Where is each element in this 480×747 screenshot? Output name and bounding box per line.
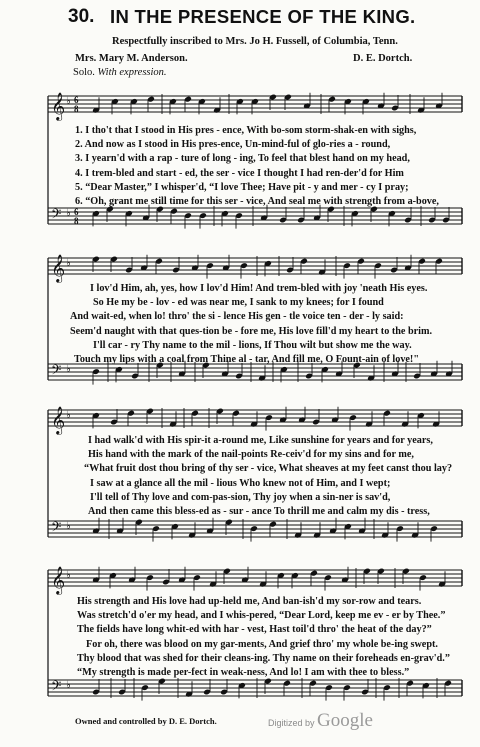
lyric-line: Was stretch'd o'er my head, and I whis-pered, “Dear Lord, keep me ev - er by Thee.” [77, 610, 446, 622]
hymn-number: 30. [68, 6, 95, 27]
bass-staff-1-flat-sign: ♭ [66, 208, 71, 219]
lyric-line: So He my be - lov - ed was near me, I sank to my knees; for I found [93, 297, 384, 309]
bass-staff-3-flat-sign: ♭ [66, 521, 71, 532]
lyric-line: For oh, there was blood on my gar-ments, And grief thro' my whole be-ing swept. [86, 638, 438, 650]
treble-staff-2-flat-sign: ♭ [66, 258, 71, 269]
treble-staff-3-treble-clef: 𝄞 [51, 406, 66, 434]
lyric-line: His hand with the mark of the nail-points Re-ceiv'd for my sins and for me, [88, 449, 414, 461]
lyric-line: I lov'd Him, ah, yes, how I lov'd Him! And trem-bled with joy 'neath His eyes. [90, 283, 428, 294]
dedication: Respectfully inscribed to Mrs. Jo H. Fussell, of Columbia, Tenn. [112, 36, 398, 47]
lyrics-system-3 [0, 434, 480, 519]
lyric-line: I saw at a glance all the mil - lious Who knew not of Him, and I wept; [90, 477, 391, 489]
treble-staff-1-time-top: 6 [74, 95, 79, 105]
google-logo: Google [317, 710, 373, 731]
treble-staff-3-flat-sign: ♭ [66, 410, 71, 421]
bass-staff-4-flat-sign: ♭ [66, 680, 71, 691]
bass-staff-1-bass-clef: 𝄢 [51, 206, 62, 225]
lyric-line: Touch my lips with a coal from Thine al - tar, And fill me, O Fount-ain of love!" [74, 354, 419, 366]
lyric-line: 3. I yearn'd with a rap - ture of long - ing, To feel that blest hand on my head, [75, 153, 410, 165]
expression-marking: With expression. [97, 67, 167, 78]
treble-staff-1-time-bottom: 8 [74, 104, 79, 114]
lyric-line: And wait-ed, when lo! thro' the si - lence His gen - tle voice ten - der - ly said: [70, 311, 404, 323]
lyric-line: “My strength is made per-fect in weak-ness, And lo! I am with thee to bless.” [77, 667, 410, 679]
lyric-line: His strength and His love had up-held me, And ban-ish'd my sor-row and tears. [77, 596, 422, 607]
treble-staff-1-flat-sign: ♭ [66, 96, 71, 107]
lyric-line: “What fruit dost thou bring of thy ser - vice, What sheaves at my feet canst thou lay? [84, 463, 453, 475]
lyric-line: 5. “Dear Master,” I whisper'd, “I love Thee; Have pit - y and mer - cy I pray; [75, 181, 409, 193]
lyrics-system-2 [0, 282, 480, 367]
copyright-footer: Owned and controlled by D. E. Dortch. [75, 716, 217, 726]
tempo-label: Solo. [73, 67, 95, 78]
treble-staff-4-flat-sign: ♭ [66, 570, 71, 581]
lyric-line: 2. And now as I stood in His pres-ence, Un-mind-ful of glo-ries a - round, [75, 139, 391, 151]
lyric-line: I'll car - ry Thy name to the mil - lions, If Thou wilt but show me the way. [93, 339, 412, 351]
lyricist-credit: Mrs. Mary M. Anderson. [75, 53, 188, 64]
bass-staff-2-flat-sign: ♭ [66, 364, 71, 375]
bass-staff-1-time-bottom: 8 [74, 216, 79, 226]
composer-credit: D. E. Dortch. [353, 53, 413, 64]
bass-staff-3-bass-clef: 𝄢 [51, 519, 62, 538]
treble-staff-4-treble-clef: 𝄞 [51, 566, 66, 594]
digitization-watermark [268, 710, 373, 732]
lyrics-system-1 [0, 124, 480, 209]
lyrics-system-4 [0, 595, 480, 680]
digitization-prefix: Digitized by [268, 718, 315, 728]
bass-staff-4-bass-clef: 𝄢 [51, 678, 62, 697]
bass-staff-2-bass-clef: 𝄢 [51, 362, 62, 381]
lyric-line: I'll tell of Thy love and com-pas-sion, Thy joy when a sin-ner is sav'd, [90, 491, 391, 503]
bass-staff-1-time-top: 6 [74, 207, 79, 217]
lyric-line: 1. I tho't that I stood in His pres - ence, With bo-som storm-shak-en with sighs, [75, 125, 417, 136]
treble-staff-1-treble-clef: 𝄞 [51, 92, 66, 120]
lyric-line: 6. “Oh, grant me still time for this ser - vice, And seal me with strength from a-bove, [75, 196, 439, 208]
lyric-line: And then came this bless-ed as - sur - ance To thrill me and calm my dis - tress, [88, 506, 430, 518]
hymn-title: IN THE PRESENCE OF THE KING. [110, 6, 416, 27]
lyric-line: I had walk'd with His spir-it a-round me, Like sunshine for years and for years, [88, 435, 433, 446]
lyric-line: Seem'd naught with that ques-tion be - fore me, His love fill'd my heart to the brim. [70, 325, 433, 337]
lyric-line: 4. I trem-bled and start - ed, the ser - vice I thought I had ren-der'd for Him [75, 167, 404, 179]
lyric-line: The fields have long whit-ed with har - vest, Hast toil'd thro' the heat of the day?” [77, 624, 432, 636]
lyric-line: Thy blood that was shed for their cleans-ing. Thy name on their foreheads en-grav'd.” [77, 652, 450, 664]
treble-staff-2-treble-clef: 𝄞 [51, 254, 66, 282]
